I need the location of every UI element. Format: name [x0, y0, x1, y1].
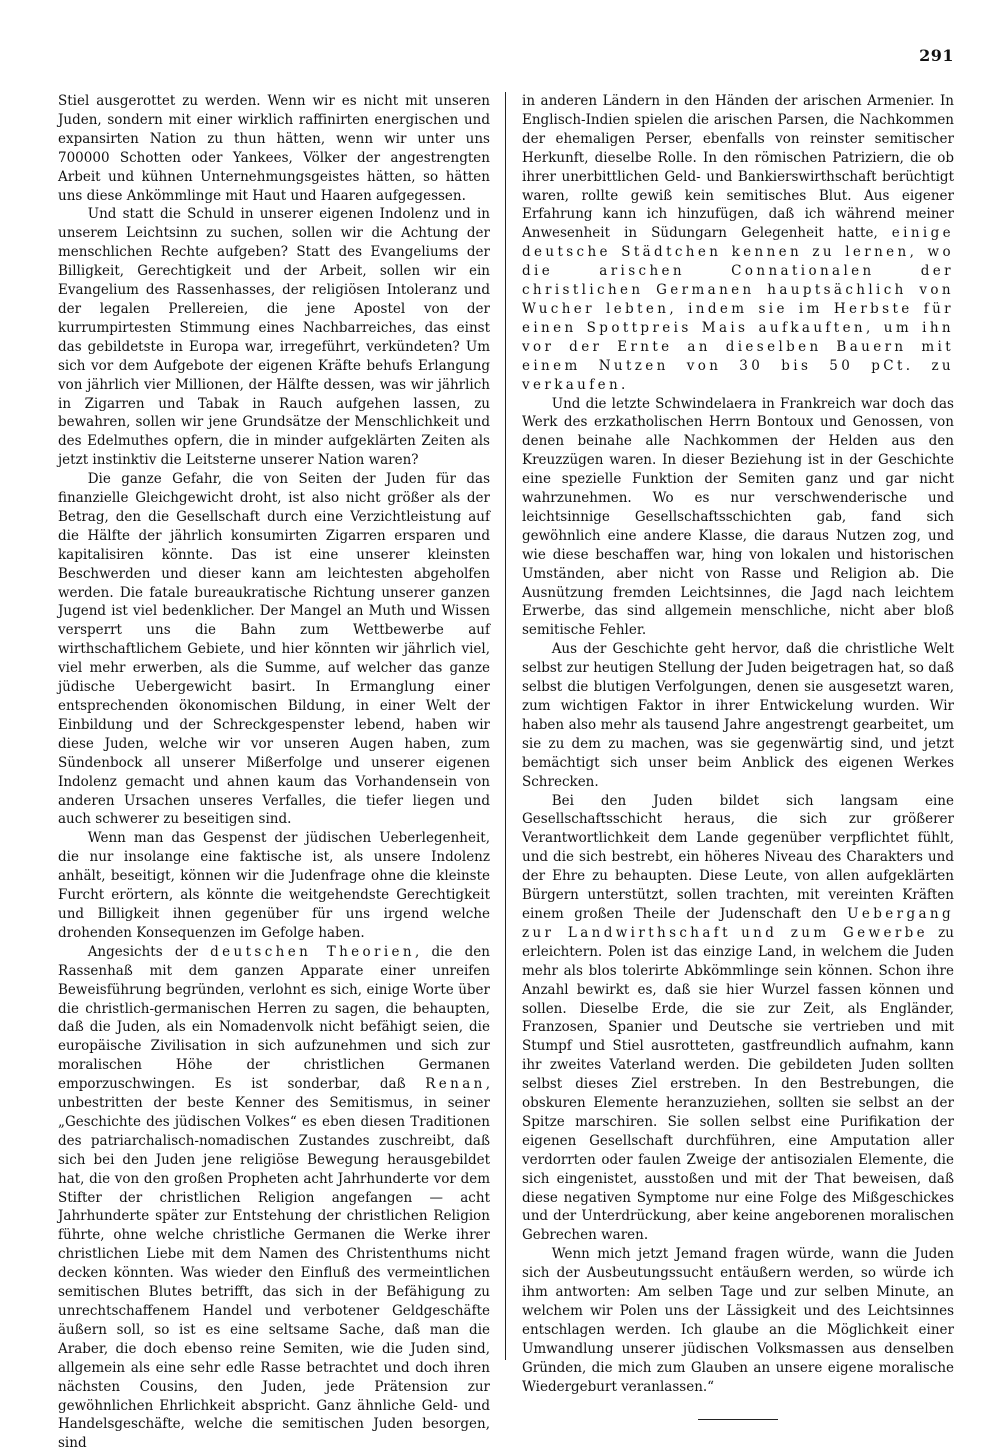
paragraph: Die ganze Gefahr, die von Seiten der Juden für das finanzielle Gleichgewicht droht, ist also nicht größer als der Betrag, den die Gesellschaft durch eine Verzichtleistung auf die Hälfte der jährlich konsumirten Zigarren ersparen und kapitalisiren könnte. Das ist eine unserer kleinsten Beschwerden und dieser kann am leichtesten abgeholfen werden. Die fatale bureaukratische Richtung unserer ganzen Jugend ist viel bedenklicher. Der Mangel an Muth und Wissen versperrt uns die Bahn zum Wettbewerbe auf wirthschaftlichem Gebiete, und hier könnten wir jährlich viel, viel mehr erwerben, als die Summe, auf welcher das ganze jüdische Uebergewicht basirt. In Ermanglung einer entsprechenden ökonomischen Bildung, in einer Welt der Einbildung und der Schreckgespenster lebend, haben wir diese Juden, welche wir vor unseren Augen haben, zum Sündenbock all unserer Mißerfolge und unserer eigenen Indolenz gemacht und ahnen kaum das Vorhandensein von anderen Ursachen unseres Verfalles, die tiefer liegen und auch schwerer zu beseitigen sind. [58, 471, 490, 828]
paragraph: Und die letzte Schwindelaera in Frankreich war doch das Werk des erzkatholischen Herrn Bontoux und Genossen, von denen beinahe alle Nachkommen der Helden aus den Kreuzzügen waren. In dieser Beziehung ist in der Geschichte eine spezielle Funktion der Semiten ganz und gar nicht wahrzunehmen. Wo es nur verschwenderische und leichtsinnige Gesellschaftsschichten gab, fand sich gewöhnlich eine andere Klasse, die daraus Nutzen zog, und wie diese beschaffen war, hing von lokalen und historischen Umständen, aber nicht von Rasse und Religion ab. Die Ausnützung fremden Leichtsinnes, die Jagd nach leichtem Erwerbe, das sind allgemein menschliche, nicht aber bloß semitische Fehler. [522, 395, 954, 639]
spaced-text: Uebergang zur Landwirthschaft [522, 905, 954, 941]
text-run: , unbestritten der beste Kenner des Semitismus, in seiner „Geschichte des jüdischen Volkes“ es eben diesen Traditionen des patriarchalisch-nomadischen Zustandes zuschreibt, daß sich bei den Juden jene religiöse Bewegung herausgebildet hat, die von den großen Propheten acht Jahrhunderte vor dem Stifter der christlichen Religion angefangen — acht Jahrhunderte später zur Entstehung der christlichen Religion führte, ohne welche christliche Germanen die Werke ihrer christlichen Liebe mit dem Namen des Christenthums nicht decken könnten. Was wieder den Einfluß des vermeintlichen semitischen Blutes betrifft, das sich in der Befähigung zu unrechtschaffenem Handel und verbotener Geldgeschäfte äußern soll, so ist es eine seltsame Sache, daß man die Araber, die doch ebenso reine Semiten, wie die Juden sind, allgemein als eine sehr edle Rasse betrachtet und doch ihren nächsten Cousins, den Juden, jede Prätension zur gewöhnlichen Ehrlichkeit abspricht. Ganz ähnliche Geld- und Handelsgeschäfte, welche die semitischen Juden besorgen, sind [58, 1076, 490, 1452]
text-run: in anderen Ländern in den Händen der arischen Armenier. In Englisch-Indien spielen die arischen Parsen, die Nachkommen der ehemaligen Perser, ebenfalls von reinster semitischer Herkunft, dieselbe Rolle. In den römischen Patriziern, die ob ihrer unerbittlichen Geld- und Bankierswirthschaft berüchtigt waren, rollte gewiß kein semitisches Blut. Aus eigener Erfahrung kann ich hinzufügen, daß ich während meiner Anwesenheit in Südungarn Gelegenheit hatte, [522, 93, 954, 242]
spaced-text: Renan [425, 1076, 486, 1093]
text-run: Bei den Juden bildet sich langsam eine Gesellschaftsschicht heraus, die sich zur größerer Verantwortlichkeit dem Lande gegenüber verpflichtet fühlt, und die sich bestrebt, ein höheres Niveau des Charakters und der Ehre zu behaupten. Diese Leute, von allen aufgeklärten Bürgern unterstützt, sollen trachten, mit vereinten Kräften einem großen Theile der Judenschaft den [522, 792, 954, 922]
paragraph [522, 92, 954, 395]
end-rule [698, 1419, 778, 1420]
text-run: Angesichts der [87, 943, 211, 960]
paragraph: Aus der Geschichte geht hervor, daß die christliche Welt selbst zur heutigen Stellung der Juden beigetragen hat, so daß selbst die blutigen Verfolgungen, denen sie ausgesetzt waren, zum wichtigen Faktor in ihrer Entwickelung wurden. Wir haben also mehr als tausend Jahre angestrengt gearbeitet, um sie zu dem zu machen, was sie gegenwärtig sind, und jetzt bemächtigt sich unser beim Anblick des eigenen Werkes Schrecken. [522, 641, 954, 790]
paragraph [522, 792, 954, 1246]
spaced-text: deutschen Theorien [210, 943, 415, 960]
paragraph [58, 943, 490, 1453]
paragraph: Und statt die Schuld in unserer eigenen Indolenz und in unserem Leichtsinn zu suchen, sollen wir die Achtung der menschlichen Rechte aufgeben? Statt des Evangeliums der Billigkeit, Gerechtigkeit und der Arbeit, sollen wir ein Evangelium des Rassenhasses, der religiösen Intoleranz und der legalen Prellereien, die jene Apostel von der kurrumpirtesten Stimmung eines Nachbarreiches, das einst das gebildetste in Europa war, irregeführt, verkündeten? Um sich vor dem Aufgebote der eigenen Kräfte behufs Erlangung von jährlich vier Millionen, der Hälfte dessen, was wir jährlich in Zigarren und Tabak in Rauch aufgehen lassen, zu bewahren, sollen wir jene Grundsätze der Menschlichkeit und des Edelmuthes opfern, die in minder aufgeklärten Zeiten als jetzt instinktiv die Leitsterne unserer Nation waren? [58, 206, 490, 469]
text-run: zu erleichtern. Polen ist das einzige Land, in welchem die Juden mehr als blos tolerirte Abkömmlinge sein können. Schon ihre Anzahl bewirkt es, daß sie hier Wurzel fassen können und sollen. Dieselbe Erde, die sie zur Zeit, als Engländer, Franzosen, Spanier und Deutsche sie vertrieben und mit Stumpf und Stiel ausrotteten, gastfreundlich aufnahm, kann ihr zweites Vaterland werden. Die gebildeten Juden sollten selbst dieses Ziel erstreben. In den Bestrebungen, die obskuren Elemente heranzuziehen, sollten sie selbst an der Spitze marschiren. Sie sollen selbst eine Purifikation der eigenen Gesellschaft durchführen, eine Amputation aller verdorrten oder faulen Zweige der antisozialen Elemente, die sich eingenistet, ausstoßen und mit der That beweisen, daß diese negativen Symptome nur eine Folge des Mißgeschickes und der Unterdrückung, aber keine angeborenen moralischen Gebrechen waren. [522, 924, 954, 1244]
page-number: 291 [919, 46, 954, 65]
right-column [522, 92, 954, 1420]
paragraph: Wenn mich jetzt Jemand fragen würde, wann die Juden sich der Ausbeutungssucht entäußern werden, so würde ich ihm antworten: Am selben Tage und zur selben Minute, an welchem wir Polen uns der Lässigkeit und des Leichtsinnes entschlagen werden. Ich glaube an die Möglichkeit einer Umwandlung unserer jüdischen Volksmassen aus denselben Gründen, die mich zum Glauben an unsere eigene moralische Wiedergeburt veranlassen.“ [522, 1246, 954, 1395]
left-column [58, 92, 490, 1453]
paragraph: Wenn man das Gespenst der jüdischen Ueberlegenheit, die nur insolange eine faktische ist, als unsere Indolenz anhält, beseitigt, können wir die Judenfrage ohne die kleinste Furcht erörtern, als könnte die weitgehendste Gerechtigkeit und Billigkeit ihnen gegenüber für uns irgend welche drohenden Konsequenzen im Gefolge haben. [58, 830, 490, 941]
spaced-text: und zum Gewerbe [741, 924, 929, 941]
column-divider [505, 92, 506, 1360]
text-run: , die den Rassenhaß mit dem ganzen Apparate einer unreifen Beweisführung begründen, verlohnt es sich, einige Worte über die christlich-germanischen Herren zu sagen, die behaupten, daß die Juden, als ein Nomadenvolk nicht befähigt seien, die europäische Zivilisation in sich aufzunehmen und sich zur moralischen Höhe der christlichen Germanen emporzuschwingen. Es ist sonderbar, daß [58, 943, 490, 1093]
spaced-text: einige deutsche Städtchen kennen zu lernen, wo die arischen Connationalen der christlichen Germanen hauptsächlich von Wucher lebten, indem sie im Herbste für einen Spottpreis Mais aufkauften, um ihn vor der Ernte an dieselben Bauern mit einem Nutzen von 30 bis 50 pCt. zu verkaufen. [522, 225, 954, 393]
paragraph: Stiel ausgerottet zu werden. Wenn wir es nicht mit unseren Juden, sondern mit einer wirklich raffinirten energischen und expansirten Nation zu thun hätten, wenn wir unter uns 700000 Schotten oder Yankees, Völker der angestrengten Arbeit und kühnen Unternehmungsgeistes hätten, so hätten uns diese Ankömmlinge mit Haut und Haaren aufgegessen. [58, 93, 490, 204]
text-run [731, 925, 741, 941]
